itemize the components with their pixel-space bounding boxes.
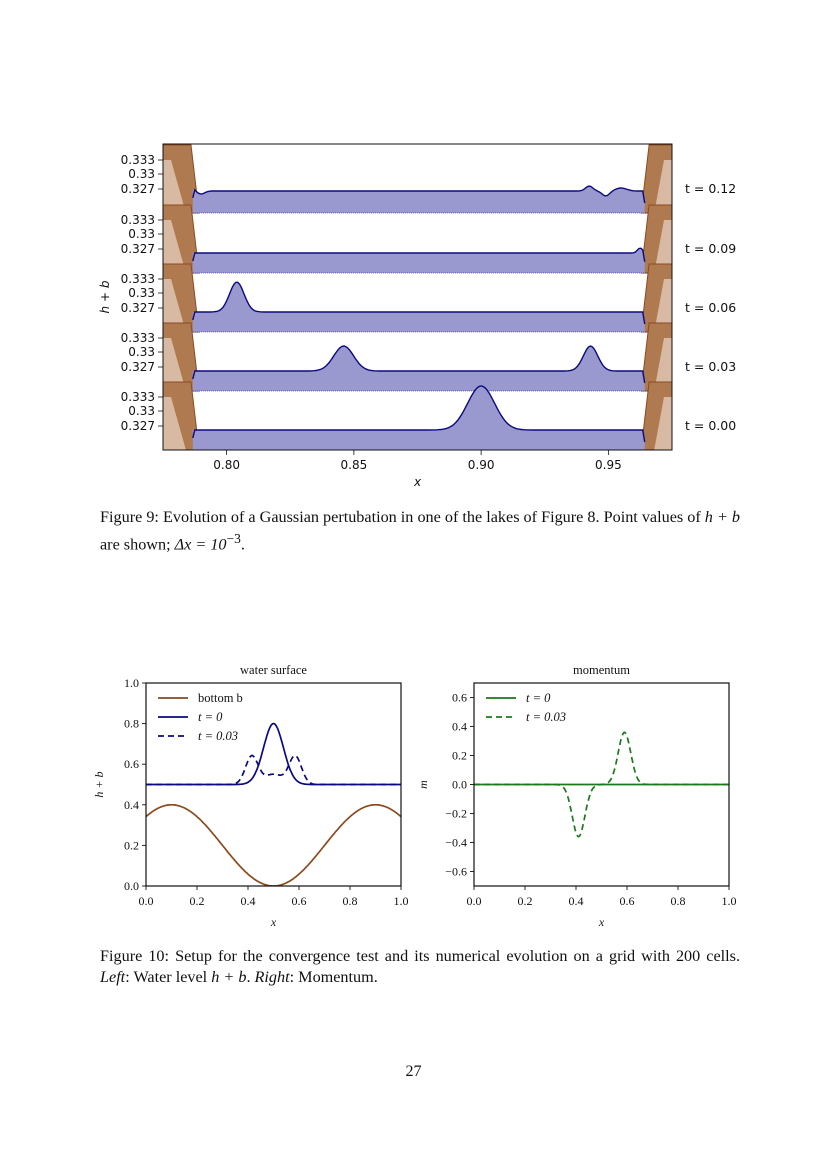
caption-left-label: Left: [100, 968, 126, 986]
caption-period: .: [240, 535, 245, 554]
x-tick-label: 0.4: [240, 894, 256, 908]
y-tick-label: 0.33: [128, 345, 155, 359]
y-tick-label: 0.327: [120, 301, 155, 315]
caption-label: Figure 10:: [100, 947, 169, 965]
x-tick-label: 0.80: [213, 458, 240, 472]
x-tick-label: 0.95: [595, 458, 622, 472]
y-tick-label: 0.327: [120, 419, 155, 433]
x-axis-label: x: [598, 915, 605, 929]
legend-label: t = 0: [198, 710, 223, 724]
caption-label: Figure 9:: [100, 508, 159, 526]
legend-label: bottom b: [198, 691, 243, 705]
y-tick-label: 0.33: [128, 167, 155, 181]
y-tick-label: 0.33: [128, 286, 155, 300]
panel-label: t = 0.12: [685, 181, 737, 196]
chart-title: water surface: [240, 663, 307, 677]
plot-area: [163, 145, 672, 450]
page-number: 27: [405, 1063, 422, 1080]
figure-10-caption: Figure 10: Setup for the convergence test and its numerical evolution on a grid with 200 cells. Left: Water level h + b. Right: Momentum.: [100, 947, 741, 986]
caption-right-label: Right: [254, 968, 290, 986]
y-tick-label: 0.4: [452, 719, 467, 734]
y-tick-label: 0.33: [128, 227, 155, 241]
x-tick-label: 0.8: [670, 894, 686, 908]
y-tick-label: 0.333: [120, 153, 155, 167]
caption-text: Evolution of a Gaussian pertubation in one of the lakes of Figure 8. Point values of: [162, 508, 701, 526]
y-tick-label: 0.33: [128, 404, 155, 418]
y-tick-label: 0.6: [124, 757, 139, 772]
caption-text: are shown;: [100, 535, 171, 554]
series-line-2: [146, 756, 401, 785]
water-area-0: [193, 186, 645, 213]
panel-label: t = 0.06: [685, 300, 737, 315]
caption-math: h + b: [704, 508, 741, 526]
water-area-1: [193, 248, 645, 273]
y-tick-label: 0.0: [452, 777, 467, 792]
x-tick-label: 0.0: [138, 894, 154, 908]
y-tick-label: 0.333: [120, 213, 155, 227]
panel-label: t = 0.00: [685, 418, 737, 433]
y-tick-label: 0.333: [120, 272, 155, 286]
legend-label: t = 0: [526, 691, 551, 705]
y-tick-label: 0.0: [124, 879, 139, 893]
y-tick-label: 0.4: [124, 797, 139, 812]
figure-10: [0, 655, 827, 940]
series-line-1: [146, 724, 401, 785]
y-tick-label: 0.8: [124, 716, 139, 731]
caption-math: Δx = 10: [174, 535, 227, 554]
chart-title: momentum: [573, 663, 630, 677]
x-axis-label: x: [413, 475, 422, 489]
x-tick-label: 0.2: [189, 894, 205, 908]
water-area-4: [193, 386, 645, 450]
plot-area: [146, 724, 401, 886]
y-tick-label: 0.333: [120, 390, 155, 404]
panel-label: t = 0.09: [685, 241, 737, 256]
x-tick-label: 0.4: [568, 894, 584, 908]
x-tick-label: 0.85: [340, 458, 368, 472]
y-tick-label: −0.2: [445, 806, 467, 821]
figure-9-caption: [100, 507, 740, 555]
legend-label: t = 0.03: [198, 729, 239, 743]
x-axis-label: x: [270, 915, 277, 929]
y-tick-label: 0.327: [120, 242, 155, 256]
x-tick-label: 0.0: [466, 894, 482, 908]
y-axis-label: h + b: [98, 280, 112, 314]
panel-label: t = 0.03: [685, 359, 737, 374]
caption-text: : Water level: [125, 968, 208, 986]
y-tick-label: 0.327: [120, 182, 155, 196]
y-tick-label: 0.333: [120, 331, 155, 345]
caption-exponent: −3: [226, 531, 241, 546]
caption-text: Setup for the convergence test and its numerical evolution on a grid with 200 cells.: [175, 947, 741, 965]
x-tick-label: 0.6: [619, 894, 635, 908]
y-tick-label: 0.2: [124, 838, 139, 853]
y-tick-label: −0.4: [445, 835, 467, 850]
x-tick-label: 0.2: [517, 894, 533, 908]
figure-9-chart: [0, 130, 827, 500]
y-tick-label: 0.327: [120, 360, 155, 374]
figure-10-chart: [0, 655, 827, 940]
water-area-3: [193, 346, 645, 391]
series-line-0: [146, 805, 401, 886]
y-axis-label: m: [416, 780, 430, 789]
x-tick-label: 0.6: [291, 894, 307, 908]
figure-9: [0, 130, 827, 500]
caption-math: h + b: [211, 968, 247, 986]
y-axis-label: h + b: [92, 771, 106, 798]
legend-label: t = 0.03: [526, 710, 567, 724]
x-tick-label: 1.0: [393, 894, 409, 908]
caption-text: : Momentum.: [289, 968, 378, 986]
y-tick-label: −0.6: [445, 864, 467, 879]
y-tick-label: 0.2: [452, 748, 467, 763]
x-tick-label: 0.8: [342, 894, 358, 908]
plot-area: [474, 732, 729, 836]
water-area-2: [193, 282, 645, 332]
y-tick-label: 0.6: [452, 690, 467, 705]
y-tick-label: 1.0: [124, 676, 139, 690]
x-tick-label: 1.0: [721, 894, 737, 908]
x-tick-label: 0.90: [467, 458, 495, 472]
